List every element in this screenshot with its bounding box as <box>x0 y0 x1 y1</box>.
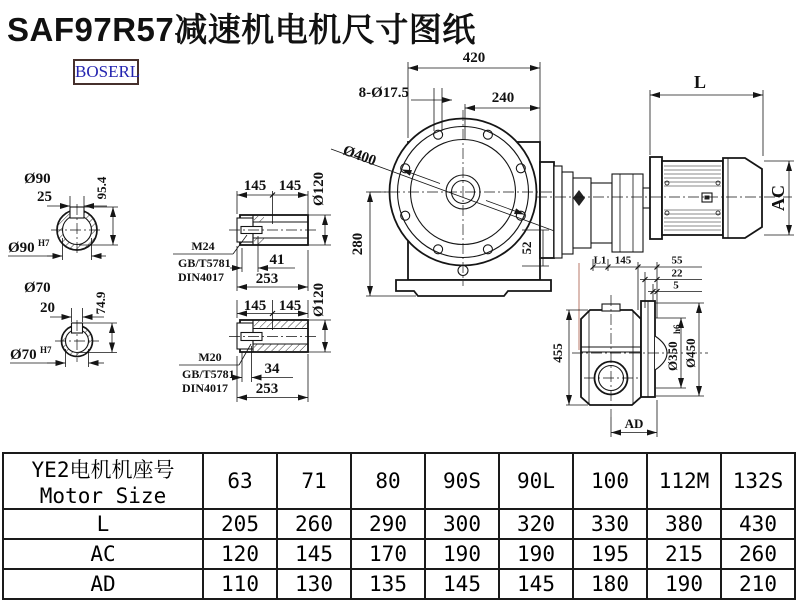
front-view <box>331 110 568 296</box>
dim-center-height: 280 <box>350 232 366 256</box>
shaft-section-70 <box>10 280 117 367</box>
dim-motor-length: L <box>693 72 707 92</box>
table-col-90s: 90S <box>425 453 499 509</box>
table-col-80: 80 <box>351 453 425 509</box>
motor-flange <box>650 157 662 239</box>
table-cell: 195 <box>573 539 647 569</box>
dim-key-width-70: 20 <box>40 300 55 316</box>
table-row-AC <box>3 539 795 569</box>
table-cell: 205 <box>203 509 277 539</box>
dim-h1-thread-len: 41 <box>269 252 285 268</box>
dim-h2-a: 145 <box>243 298 267 314</box>
dim-spigot-dia: Ø350 <box>665 341 680 371</box>
table-cell: 210 <box>721 569 795 599</box>
dim-h1-a: 145 <box>243 178 267 194</box>
note-thread-m24: M24 <box>191 239 215 253</box>
table-cell: 145 <box>499 569 573 599</box>
table-cell: 145 <box>277 539 351 569</box>
note-std2-lower: DIN4017 <box>182 381 229 395</box>
motor-body <box>662 161 723 235</box>
table-cell: 190 <box>647 569 721 599</box>
dim-key-depth-70: 74.9 <box>93 291 108 315</box>
dim-5: 5 <box>673 279 679 292</box>
dim-housing-width: 420 <box>462 50 486 66</box>
table-col-90l: 90L <box>499 453 573 509</box>
note-thread-m20: M20 <box>198 350 222 364</box>
dim-side-width: AD <box>624 416 644 431</box>
table-header-motor-size <box>3 453 203 509</box>
dim-motor-height: AC <box>768 185 788 211</box>
table-cell: 110 <box>203 569 277 599</box>
dim-h2-dia: Ø120 <box>311 282 327 318</box>
table-header-en: Motor Size <box>39 484 167 508</box>
row-label-L: L <box>3 509 203 539</box>
table-cell: 135 <box>351 569 425 599</box>
label-dia-70: Ø70 <box>24 280 51 296</box>
table-cell: 145 <box>425 569 499 599</box>
table-cell: 380 <box>647 509 721 539</box>
table-cell: 190 <box>425 539 499 569</box>
label-bore-90-tol: H7 <box>38 238 50 248</box>
note-std1-lower: GB/T5781 <box>182 367 235 381</box>
dim-55: 55 <box>671 254 683 267</box>
dim-h1-b: 145 <box>278 178 302 194</box>
dim-h1-dia: Ø120 <box>311 171 327 207</box>
dim-h1-total: 253 <box>255 271 279 287</box>
brand-logo: BOSERL <box>73 59 139 85</box>
dim-key-width-90: 25 <box>37 189 52 205</box>
table-header-row <box>3 453 795 509</box>
dim-h2-total: 253 <box>255 381 279 397</box>
dim-key-depth-90: 95.4 <box>94 176 109 200</box>
dim-22: 22 <box>671 267 683 280</box>
fan-cover <box>723 158 762 238</box>
table-cell: 130 <box>277 569 351 599</box>
label-dia-90: Ø90 <box>24 171 51 187</box>
table-col-71: 71 <box>277 453 351 509</box>
dim-L <box>650 72 763 156</box>
motor-size-table <box>2 452 796 600</box>
row-label-AC: AC <box>3 539 203 569</box>
dim-spigot-tol: h6 <box>672 324 682 334</box>
table-header-cn: YE2电机机座号 <box>31 458 175 482</box>
table-cell: 180 <box>573 569 647 599</box>
table-col-100: 100 <box>573 453 647 509</box>
table-cell: 330 <box>573 509 647 539</box>
dim-bolt-holes-label: 8-Ø17.5 <box>358 85 409 101</box>
row-label-AD: AD <box>3 569 203 599</box>
dim-side-flange-dia: Ø450 <box>683 338 698 368</box>
dim-side-height: 455 <box>550 343 565 363</box>
thread-note-upper <box>173 235 247 284</box>
table-cell: 320 <box>499 509 573 539</box>
table-cell: 190 <box>499 539 573 569</box>
label-bore-70: Ø70 <box>10 347 37 363</box>
dim-mount-face: 52 <box>519 241 534 255</box>
table-row-L <box>3 509 795 539</box>
table-col-132s: 132S <box>721 453 795 509</box>
note-std1-upper: GB/T5781 <box>178 256 231 270</box>
shaft-section-90 <box>8 171 118 260</box>
dim-flange-offset: 240 <box>491 90 515 106</box>
table-cell: 260 <box>277 509 351 539</box>
dim-AC <box>764 161 794 235</box>
dim-flange-diameter: Ø400 <box>340 142 379 170</box>
page-title: SAF97R57减速机电机尺寸图纸 <box>7 11 476 48</box>
table-cell: 430 <box>721 509 795 539</box>
table-col-112m: 112M <box>647 453 721 509</box>
dim-l1: L1 <box>593 254 607 267</box>
dim-h2-thread-len: 34 <box>264 361 280 377</box>
table-cell: 300 <box>425 509 499 539</box>
table-cell: 215 <box>647 539 721 569</box>
label-bore-70-tol: H7 <box>40 345 52 355</box>
table-cell: 120 <box>203 539 277 569</box>
gear-adapter <box>554 166 643 258</box>
table-cell: 290 <box>351 509 425 539</box>
side-view <box>550 255 708 438</box>
hollow-shaft-upper <box>229 172 331 291</box>
label-bore-90: Ø90 <box>8 240 35 256</box>
note-std2-upper: DIN4017 <box>178 270 225 284</box>
dim-145: 145 <box>614 254 632 267</box>
hollow-shaft-lower <box>229 283 331 402</box>
table-cell: 260 <box>721 539 795 569</box>
table-cell: 170 <box>351 539 425 569</box>
dim-h2-b: 145 <box>278 298 302 314</box>
table-col-63: 63 <box>203 453 277 509</box>
